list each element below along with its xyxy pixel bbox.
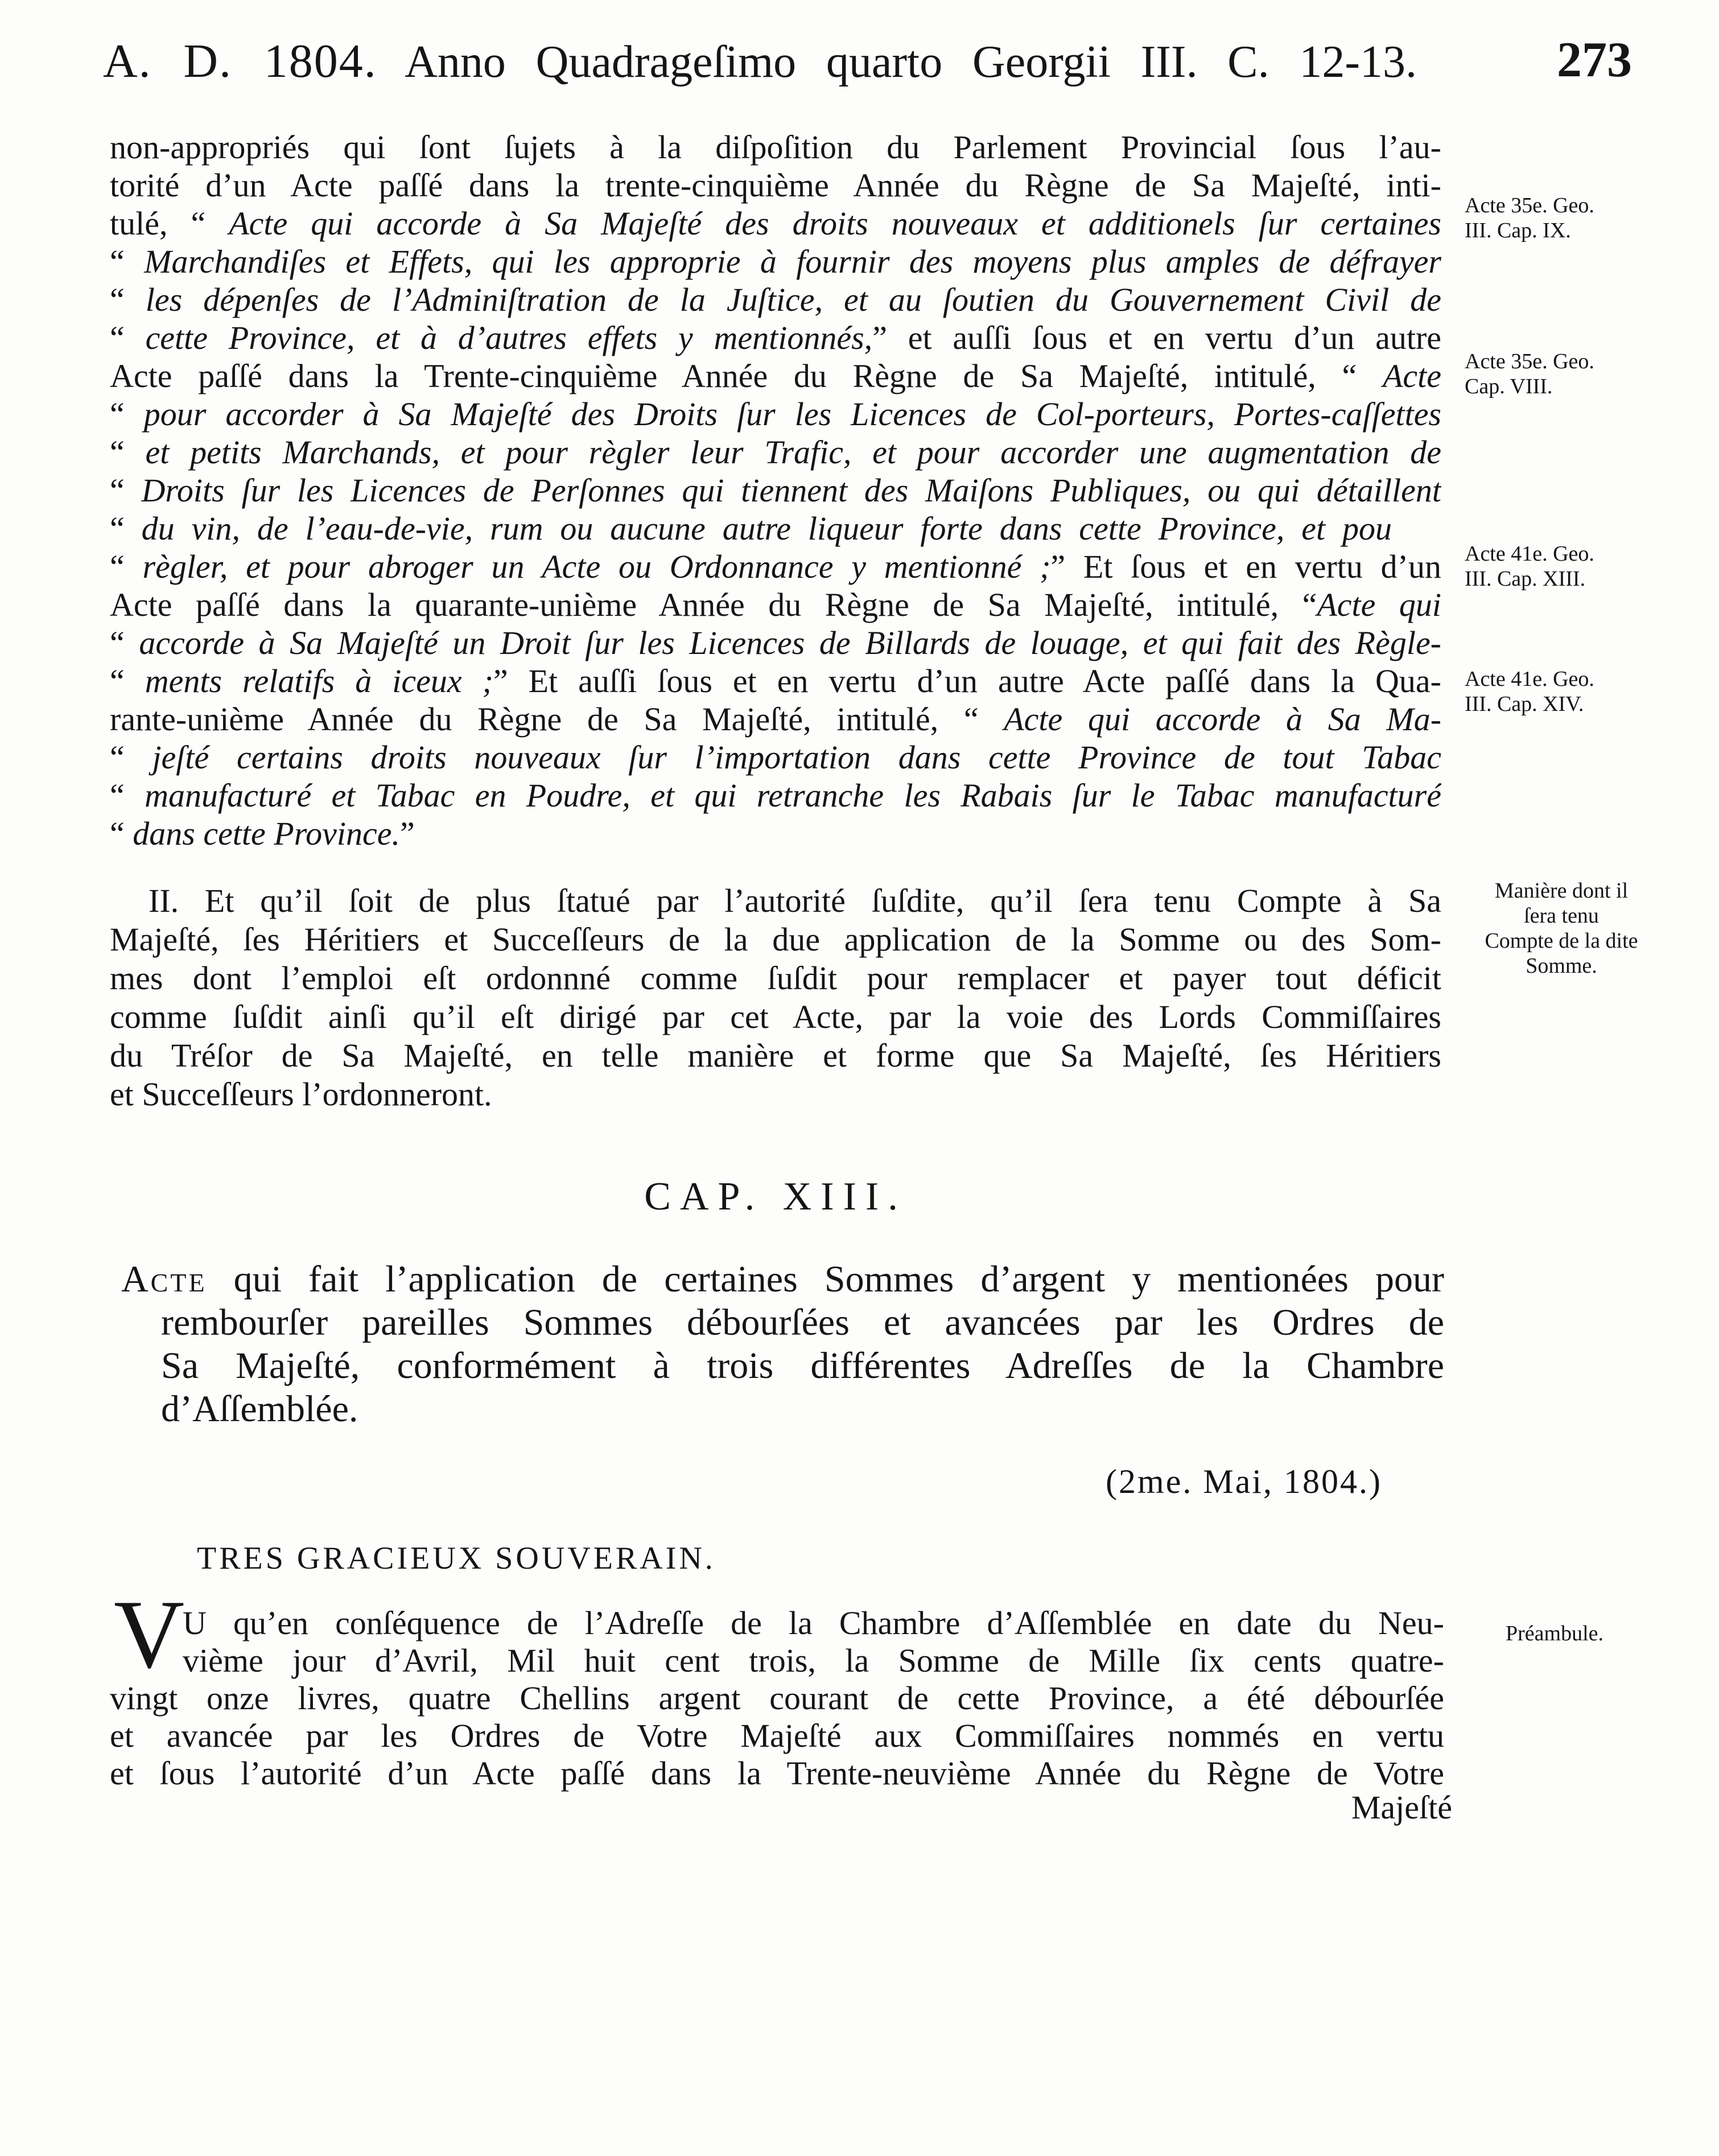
continuation-line bbox=[110, 548, 1441, 586]
margin-note bbox=[1465, 878, 1658, 978]
section-ii-line: mes dont l’emploi eſt ordonnné comme ſuſdit pour remplacer et payer tout déficit bbox=[110, 960, 1441, 997]
assent-date: (2me. Mai, 1804.) bbox=[1106, 1463, 1382, 1500]
margin-note-line: Acte 41e. Geo. bbox=[1465, 667, 1594, 691]
italic-act-title: pour accorder à Sa Majeſté des Droits ſur les Licences de Col-porteurs, Portes-caſſettes bbox=[143, 396, 1441, 433]
continuation-line bbox=[110, 662, 1441, 700]
continuation-line bbox=[110, 509, 1392, 548]
running-head-date: A. D. 1804. bbox=[103, 35, 377, 88]
margin-note bbox=[1465, 541, 1594, 591]
continuation-line bbox=[110, 242, 1441, 281]
margin-note-line: III. Cap. IX. bbox=[1465, 219, 1571, 242]
act-title bbox=[121, 1258, 1444, 1431]
preamble-line: vième jour d’Avril, Mil huit cent trois, la Somme de Mille ſix cents quatre- bbox=[183, 1642, 1444, 1679]
section-ii-line: comme ſuſdit ainſi qu’il eſt dirigé par cet Acte, par la voie des Lords Commiſſaires bbox=[110, 998, 1441, 1035]
continuation-line bbox=[110, 624, 1441, 662]
opening-quote: “ bbox=[110, 548, 143, 585]
continuation-line bbox=[110, 281, 1441, 319]
act-title-line bbox=[121, 1258, 1444, 1301]
chapter-heading: CAP. XIII. bbox=[644, 1175, 907, 1219]
running-head bbox=[103, 33, 1417, 90]
italic-act-title: Acte qui accorde à Sa Ma- bbox=[1004, 701, 1441, 738]
italic-act-title: Acte bbox=[1382, 357, 1441, 394]
italic-act-title: dans cette Province. bbox=[133, 815, 400, 852]
margin-note-line: III. Cap. XIV. bbox=[1465, 692, 1584, 716]
opening-quote: “ bbox=[110, 510, 142, 547]
margin-note-line: ſera tenu bbox=[1524, 904, 1599, 928]
italic-act-title: jeſté certains droits nouveaux ſur l’importation dans cette Province de tout Tabac bbox=[152, 739, 1441, 776]
opening-quote: “ bbox=[110, 396, 144, 433]
opening-quote: “ bbox=[110, 739, 152, 776]
margin-note-line: Acte 35e. Geo. bbox=[1465, 349, 1594, 373]
continuation-line bbox=[110, 471, 1441, 509]
margin-note bbox=[1465, 193, 1594, 243]
italic-act-title: du vin, de l’eau-de-vie, rum ou aucune autre liqueur forte dans cette Province, et pou bbox=[141, 510, 1392, 547]
catchword: Majeſté bbox=[1351, 1789, 1452, 1826]
italic-act-title: Acte qui accorde à Sa Majeſté des droits nouveaux et additionels ſur certaines bbox=[229, 205, 1441, 242]
opening-quote: “ bbox=[110, 472, 142, 509]
opening-quote: “ bbox=[110, 434, 146, 471]
roman-text: non-appropriés qui ſont ſujets à la diſpoſition du Parlement Provincial ſous l’au- bbox=[110, 129, 1441, 166]
margin-note-line: Acte 41e. Geo. bbox=[1465, 542, 1594, 566]
italic-act-title: et petits Marchands, et pour règler leur Trafic, et pour accorder une augmentation de bbox=[145, 434, 1441, 471]
margin-note-line: Cap. VIII. bbox=[1465, 375, 1553, 398]
roman-text: tulé, “ bbox=[110, 205, 229, 242]
continuation-line bbox=[110, 738, 1441, 776]
act-title-lead: Acte bbox=[121, 1258, 207, 1300]
roman-text: ” et auſſi ſous et en vertu d’un autre bbox=[872, 319, 1441, 356]
margin-note bbox=[1465, 666, 1594, 717]
italic-act-title: règler, et pour abroger un Acte ou Ordonnance y mentionné ; bbox=[142, 548, 1051, 585]
margin-note-preamble bbox=[1506, 1621, 1603, 1646]
page-number: 273 bbox=[1557, 32, 1632, 88]
preamble-line: vingt onze livres, quatre Chellins argent courant de cette Province, a été débourſée bbox=[110, 1680, 1444, 1717]
opening-quote: “ bbox=[110, 777, 145, 814]
continuation-line bbox=[110, 433, 1441, 471]
roman-text: ” Et ſous et en vertu d’un bbox=[1050, 548, 1441, 585]
italic-act-title: les dépenſes de l’Adminiſtration de la Juſtice, et au ſoutien du Gouvernement Civil de bbox=[145, 281, 1441, 318]
margin-note-line: III. Cap. XIII. bbox=[1465, 567, 1586, 591]
continuation-line bbox=[110, 128, 1441, 166]
continuation-line bbox=[110, 204, 1441, 242]
continuation-line bbox=[110, 776, 1441, 814]
section-ii-line: du Tréſor de Sa Majeſté, en telle manière et forme que Sa Majeſté, ſes Héritiers bbox=[110, 1037, 1441, 1074]
margin-note-line: Acte 35e. Geo. bbox=[1465, 194, 1594, 217]
opening-quote: “ bbox=[110, 319, 146, 356]
roman-text: Acte paſſé dans la Trente-cinquième Année du Règne de Sa Majeſté, intitulé, “ bbox=[110, 357, 1383, 394]
section-ii-line: et Succeſſeurs l’ordonneront. bbox=[110, 1076, 492, 1113]
roman-text: ” Et auſſi ſous et en vertu d’un autre Acte paſſé dans la Qua- bbox=[493, 663, 1441, 700]
section-ii-line: Majeſté, ſes Héritiers et Succeſſeurs de la due application de la Somme ou des Som- bbox=[110, 921, 1441, 958]
preamble-line: et ſous l’autorité d’un Acte paſſé dans la Trente-neuvième Année du Règne de Votre bbox=[110, 1755, 1444, 1792]
roman-text: rembourſer pareilles Sommes débourſées et avancées par les Ordres de bbox=[161, 1302, 1444, 1343]
continuation-line bbox=[110, 395, 1441, 433]
continuation-paragraph bbox=[110, 128, 1441, 853]
act-title-line bbox=[161, 1388, 1444, 1431]
section-ii-paragraph bbox=[110, 882, 1441, 1114]
continuation-line bbox=[110, 586, 1441, 624]
roman-text: qui fait l’application de certaines Sommes d’argent y mentionées pour bbox=[207, 1258, 1444, 1300]
continuation-line bbox=[110, 814, 1441, 853]
roman-text: Sa Majeſté, conformément à trois différentes Adreſſes de la Chambre bbox=[161, 1345, 1444, 1386]
italic-act-title: Marchandiſes et Effets, qui les approprie à fournir des moyens plus amples de défrayer bbox=[144, 243, 1441, 280]
drop-cap-initial: V bbox=[114, 1581, 185, 1689]
opening-quote: “ bbox=[110, 624, 139, 661]
margin-note bbox=[1465, 349, 1594, 399]
italic-act-title: ments relatifs à iceux ; bbox=[145, 663, 493, 700]
margin-note-line: Somme. bbox=[1526, 954, 1597, 978]
italic-act-title: Droits ſur les Licences de Perſonnes qui tiennent des Maiſons Publiques, ou qui détaillent bbox=[141, 472, 1441, 509]
italic-act-title: accorde à Sa Majeſté un Droit ſur les Licences de Billards de louage, et qui fait des Règle- bbox=[139, 624, 1441, 661]
roman-text: torité d’un Acte paſſé dans la trente-cinquième Année du Règne de Sa Majeſté, inti- bbox=[110, 167, 1441, 204]
opening-quote: “ bbox=[110, 243, 145, 280]
margin-note-line: Manière dont il bbox=[1494, 879, 1629, 903]
preamble-paragraph bbox=[110, 1604, 1444, 1792]
act-title-line bbox=[161, 1344, 1444, 1388]
italic-act-title: cette Province, et à d’autres effets y mentionnés, bbox=[145, 319, 873, 356]
act-title-line bbox=[161, 1301, 1444, 1344]
continuation-line bbox=[110, 166, 1441, 204]
section-ii-line: II. Et qu’il ſoit de plus ſtatué par l’autorité ſuſdite, qu’il ſera tenu Compte à Sa bbox=[149, 882, 1441, 919]
continuation-line bbox=[110, 357, 1441, 395]
opening-quote: “ bbox=[110, 663, 145, 700]
running-head-title: Anno Quadrageſimo quarto Georgii III. C. 12-13. bbox=[405, 37, 1417, 87]
salutation: TRES GRACIEUX SOUVERAIN. bbox=[197, 1541, 716, 1576]
roman-text: Acte paſſé dans la quarante-unième Année du Règne de Sa Majeſté, intitulé, “ bbox=[110, 586, 1317, 623]
margin-note-line: Compte de la dite bbox=[1485, 929, 1638, 953]
opening-quote: “ bbox=[110, 815, 133, 852]
margin-note-line: Préambule. bbox=[1506, 1622, 1604, 1645]
italic-act-title: manufacturé et Tabac en Poudre, et qui retranche les Rabais ſur le Tabac manufacturé bbox=[145, 777, 1441, 814]
roman-text: rante-unième Année du Règne de Sa Majeſté, intitulé, “ bbox=[110, 701, 1004, 738]
continuation-line bbox=[110, 700, 1441, 738]
italic-act-title: Acte qui bbox=[1317, 586, 1441, 623]
continuation-line bbox=[110, 319, 1441, 357]
opening-quote: “ bbox=[110, 281, 146, 318]
preamble-line: U qu’en conſéquence de l’Adreſſe de la Chambre d’Aſſemblée en date du Neu- bbox=[183, 1604, 1444, 1641]
roman-text: d’Aſſemblée. bbox=[161, 1388, 358, 1430]
closing-quote: ” bbox=[399, 815, 415, 852]
preamble-line: et avancée par les Ordres de Votre Majeſté aux Commiſſaires nommés en vertu bbox=[110, 1717, 1444, 1754]
